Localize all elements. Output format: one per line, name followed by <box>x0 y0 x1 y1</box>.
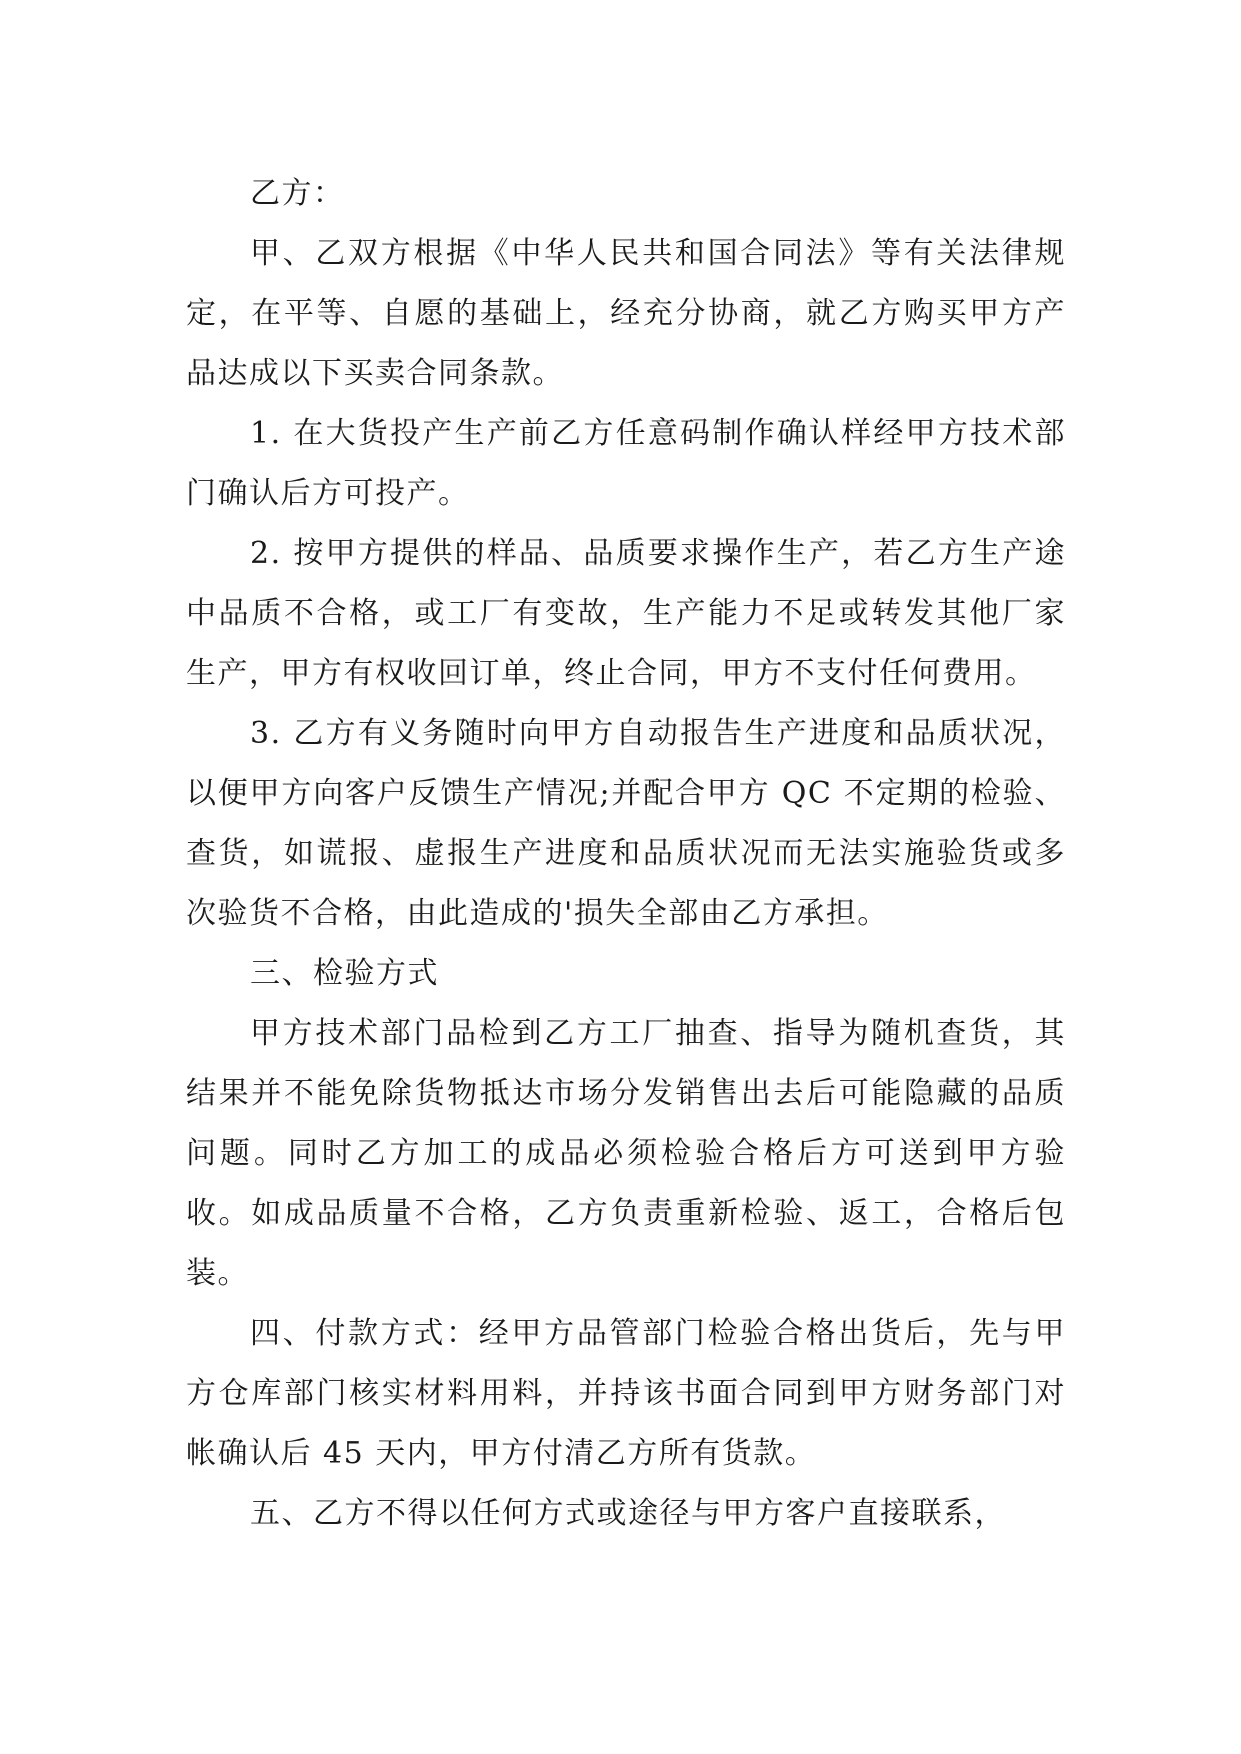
clause-3: 3. 乙方有义务随时向甲方自动报告生产进度和品质状况，以便甲方向客户反馈生产情况;并配合甲方 QC 不定期的检验、查货，如谎报、虚报生产进度和品质状况而无法实施验货或多次验货不合格，由此造成的'损失全部由乙方承担。 <box>186 716 1066 931</box>
clause-2: 2. 按甲方提供的样品、品质要求操作生产，若乙方生产途中品质不合格，或工厂有变故，生产能力不足或转发其他厂家生产，甲方有权收回订单，终止合同，甲方不支付任何费用。 <box>186 536 1066 691</box>
party-b-label: 乙方： <box>250 176 345 211</box>
section-heading-inspection: 三、检验方式 <box>250 956 439 991</box>
contract-preamble: 甲、乙双方根据《中华人民共和国合同法》等有关法律规定，在平等、自愿的基础上，经充分协商，就乙方购买甲方产品达成以下买卖合同条款。 <box>186 236 1066 391</box>
inspection-paragraph: 甲方技术部门品检到乙方工厂抽查、指导为随机查货，其结果并不能免除货物抵达市场分发销售出去后可能隐藏的品质问题。同时乙方加工的成品必须检验合格后方可送到甲方验收。如成品质量不合格，乙方负责重新检验、返工，合格后包装。 <box>186 1016 1066 1291</box>
section-five-paragraph: 五、乙方不得以任何方式或途径与甲方客户直接联系， <box>250 1496 1006 1531</box>
clause-1: 1. 在大货投产生产前乙方任意码制作确认样经甲方技术部门确认后方可投产。 <box>186 416 1066 511</box>
payment-paragraph: 四、付款方式：经甲方品管部门检验合格出货后，先与甲方仓库部门核实材料用料，并持该书面合同到甲方财务部门对帐确认后 45 天内，甲方付清乙方所有货款。 <box>186 1316 1066 1471</box>
contract-body <box>186 164 1066 1544</box>
